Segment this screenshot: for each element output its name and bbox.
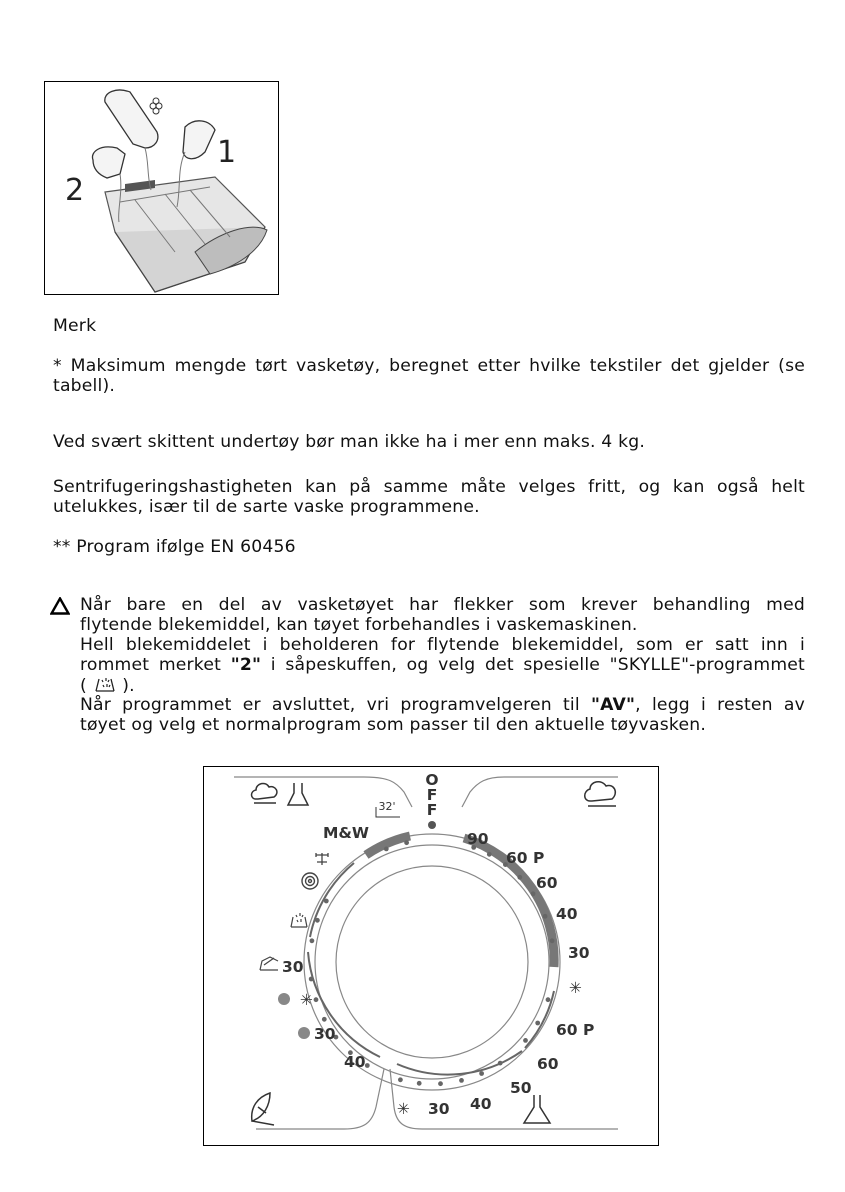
- synthetic-30-label: 30: [428, 1100, 450, 1118]
- dial-position-dot: [384, 847, 389, 852]
- detergent-drawer-illustration: [45, 82, 279, 295]
- dial-inner-ring: [315, 845, 549, 1079]
- warning-line5: [80, 675, 805, 696]
- dial-position-dot: [322, 1017, 327, 1022]
- program-dial-figure: [203, 766, 659, 1146]
- dial-position-dot: [324, 899, 329, 904]
- dial-position-dot: [498, 1061, 503, 1066]
- compartment-label-2: 2: [65, 173, 85, 208]
- dial-position-dot: [487, 852, 492, 857]
- cotton-60p-label: 60 P: [506, 849, 545, 867]
- note-p4: ** Program ifølge EN 60456: [53, 537, 296, 557]
- softener-flower-icon: [150, 98, 162, 114]
- dial-position-dot: [315, 918, 320, 923]
- off-letter-f2: F: [426, 801, 438, 819]
- flask-icon-bottom: [524, 1095, 550, 1123]
- dial-position-dot: [531, 891, 536, 896]
- warning-line3: Hell blekemiddelet i beholderen for flytende blekemiddel, som er satt inn i: [80, 635, 805, 655]
- synthetic-cold-icon: ✳: [397, 1100, 410, 1118]
- dial-position-dot: [517, 875, 522, 880]
- dial-position-dot: [546, 997, 551, 1002]
- cotton-icon-right: [585, 782, 616, 806]
- handwash-30-label: 30: [282, 958, 304, 976]
- synthetic-40-label: 40: [470, 1095, 492, 1113]
- dial-position-dot: [309, 977, 314, 982]
- note-p2: Ved svært skittent undertøy bør man ikke ha i mer enn maks. 4 kg.: [53, 432, 646, 452]
- dial-position-dot: [523, 1038, 528, 1043]
- note-heading: Merk: [53, 316, 97, 336]
- rinse-icon: [291, 913, 307, 927]
- dial-position-dot: [398, 1077, 403, 1082]
- note-p1-line1: * Maksimum mengde tørt vasketøy, beregnet etter hvilke tekstiler det gjelder (se: [53, 356, 805, 376]
- wool-mw-time: 32': [378, 800, 396, 813]
- dial-position-dot: [365, 1063, 370, 1068]
- hand-wash-icon: [260, 957, 278, 970]
- note-p1-line2: tabell).: [53, 376, 116, 396]
- warning-line7: tøyet og velg et normalprogram som passer til den aktuelle tøyvasken.: [80, 715, 706, 735]
- program-dial-illustration: [204, 767, 659, 1146]
- note-p3-line2: utelukkes, især til de sarte vaske programmene.: [53, 497, 480, 517]
- dial-position-dot: [438, 1081, 443, 1086]
- off-position-dot: [428, 821, 436, 829]
- dial-position-dot: [479, 1071, 484, 1076]
- warning-line6-c: , legg i resten av: [635, 695, 805, 715]
- warning-line6: [80, 695, 805, 715]
- cotton-30-label: 30: [568, 944, 590, 962]
- compartment-label-1: 1: [217, 135, 237, 170]
- off-letter-o: O: [425, 771, 439, 789]
- cotton-90-label: 90: [467, 830, 489, 848]
- dial-position-dot: [550, 938, 555, 943]
- warning-line4-a: rommet merket: [80, 655, 231, 675]
- synthetic-60p-label: 60 P: [556, 1021, 595, 1039]
- warning-line5-b: ).: [116, 676, 135, 696]
- wool-mw-label: M&W: [322, 824, 370, 842]
- cotton-60-label: 60: [536, 874, 558, 892]
- spin-icon: [302, 873, 318, 889]
- delicate-icon-2: [298, 1027, 310, 1039]
- warning-line1: Når bare en del av vasketøyet har flekker som krever behandling med: [80, 595, 805, 615]
- dial-position-dot: [310, 938, 315, 943]
- flask-icon-top: [288, 783, 308, 805]
- cotton-40-label: 40: [556, 905, 578, 923]
- dial-position-dot: [535, 1021, 540, 1026]
- detergent-drawer-figure: [44, 81, 279, 295]
- warning-triangle-icon: [50, 597, 70, 615]
- off-position-ref: "AV": [591, 695, 636, 715]
- dial-knob: [336, 866, 528, 1058]
- compartment-2-ref: "2": [230, 655, 262, 675]
- cotton-icon-left: [252, 783, 277, 803]
- warning-line4: [80, 655, 805, 675]
- warning-line2: flytende blekemiddel, kan tøyet forbehandles i vaskemaskinen.: [80, 615, 638, 635]
- dial-position-dot: [417, 1081, 422, 1086]
- drain-icon: [316, 853, 328, 865]
- dial-position-dot: [543, 914, 548, 919]
- delicate-40-label: 40: [344, 1053, 366, 1071]
- synthetic-50-label: 50: [510, 1079, 532, 1097]
- warning-line6-a: Når programmet er avsluttet, vri programvelgeren til: [80, 695, 591, 715]
- dial-position-dot: [404, 840, 409, 845]
- cotton-cold-icon: ✳: [569, 979, 582, 997]
- delicate-30-label: 30: [314, 1025, 336, 1043]
- off-letter-f1: F: [426, 786, 438, 804]
- dial-position-dot: [459, 1078, 464, 1083]
- rinse-program-icon: [93, 675, 117, 695]
- delicate-icon-1: [278, 993, 290, 1005]
- synthetic-60-label: 60: [537, 1055, 559, 1073]
- warning-line4-c: i såpeskuffen, og velg det spesielle "SKYLLE"-programmet: [261, 655, 805, 675]
- note-p3-line1: Sentrifugeringshastigheten kan på samme måte velges fritt, og kan også helt: [53, 477, 805, 497]
- warning-line5-a: (: [80, 676, 93, 696]
- feather-icon: [252, 1093, 274, 1125]
- delicate-cold-icon: ✳: [300, 991, 313, 1009]
- dial-position-dot: [314, 997, 319, 1002]
